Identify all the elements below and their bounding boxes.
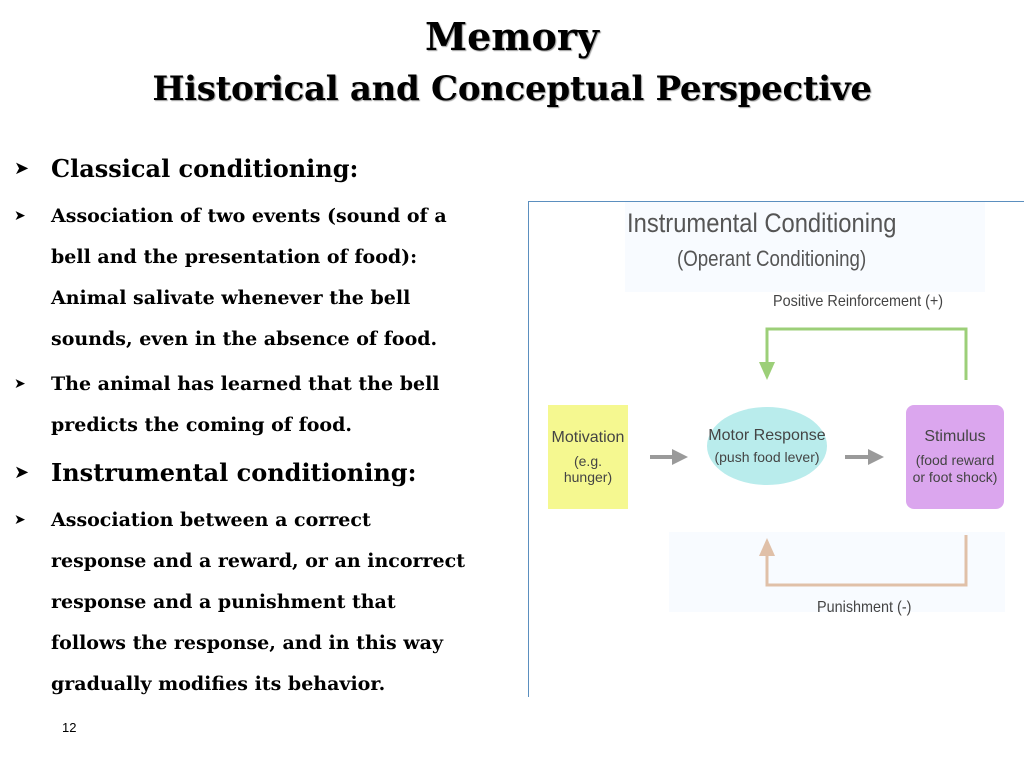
title-perspective: Historical and Conceptual Perspective bbox=[152, 69, 872, 109]
arrow-bullet-icon: ➤ bbox=[14, 512, 26, 528]
motivation-box bbox=[548, 405, 628, 509]
slide-title bbox=[0, 12, 1024, 116]
bullet-line: Animal salivate whenever the bell bbox=[51, 287, 411, 309]
positive-reinforcement-label: Positive Reinforcement (+) bbox=[773, 293, 944, 310]
bullet-instrumental-conditioning bbox=[12, 450, 518, 496]
bullet-classical-conditioning bbox=[12, 146, 518, 192]
bullet-line: Association of two events (sound of a bbox=[51, 205, 447, 227]
bullet-line: Association between a correct bbox=[51, 509, 371, 531]
positive-arrowhead bbox=[759, 362, 775, 380]
arrow-bullet-icon: ➤ bbox=[14, 462, 30, 483]
instrumental-conditioning-diagram bbox=[528, 201, 1024, 697]
diagram-title: Instrumental Conditioning bbox=[627, 208, 897, 238]
bullet-line: The animal has learned that the bell bbox=[51, 373, 440, 395]
bullet-line: predicts the coming of food. bbox=[51, 414, 352, 436]
flow-arrowhead bbox=[672, 449, 688, 465]
bullet-line: follows the response, and in this way bbox=[51, 632, 443, 654]
bullet-heading: Classical conditioning: bbox=[51, 154, 359, 183]
motivation-detail: (e.g. hunger) bbox=[563, 453, 613, 485]
bullet-line: response and a reward, or an incorrect bbox=[51, 550, 465, 572]
motor-response-ellipse bbox=[707, 407, 827, 485]
diagram-subtitle: (Operant Conditioning) bbox=[677, 246, 867, 271]
bullet-list bbox=[12, 146, 518, 705]
motor-response-detail: (push food lever) bbox=[714, 449, 820, 465]
motor-response-label: Motor Response bbox=[708, 427, 826, 444]
flow-arrowhead bbox=[868, 449, 884, 465]
punishment-arrow bbox=[767, 535, 966, 585]
bullet-line: sounds, even in the absence of food. bbox=[51, 328, 438, 350]
bullet-line: bell and the presentation of food): bbox=[51, 246, 418, 268]
punishment-arrowhead bbox=[759, 538, 775, 556]
stimulus-detail: or foot shock) bbox=[912, 469, 998, 485]
motivation-label: Motivation bbox=[551, 429, 625, 446]
arrow-bullet-icon: ➤ bbox=[14, 208, 26, 224]
bullet-heading: Instrumental conditioning: bbox=[51, 458, 417, 487]
punishment-label: Punishment (-) bbox=[817, 599, 912, 616]
bullet-animal-learned bbox=[12, 364, 518, 446]
positive-reinforcement-arrow bbox=[767, 329, 966, 380]
bullet-line: response and a punishment that bbox=[51, 591, 396, 613]
bullet-line: gradually modifies its behavior. bbox=[51, 673, 386, 695]
arrow-bullet-icon: ➤ bbox=[14, 376, 26, 392]
bullet-association-response bbox=[12, 500, 518, 705]
stimulus-box bbox=[906, 405, 1004, 509]
bullet-association-events bbox=[12, 196, 518, 360]
page-number: 12 bbox=[62, 720, 77, 735]
stimulus-detail: (food reward bbox=[915, 452, 995, 468]
title-memory: Memory bbox=[425, 14, 599, 59]
arrow-bullet-icon: ➤ bbox=[14, 158, 30, 179]
stimulus-label: Stimulus bbox=[924, 428, 986, 445]
